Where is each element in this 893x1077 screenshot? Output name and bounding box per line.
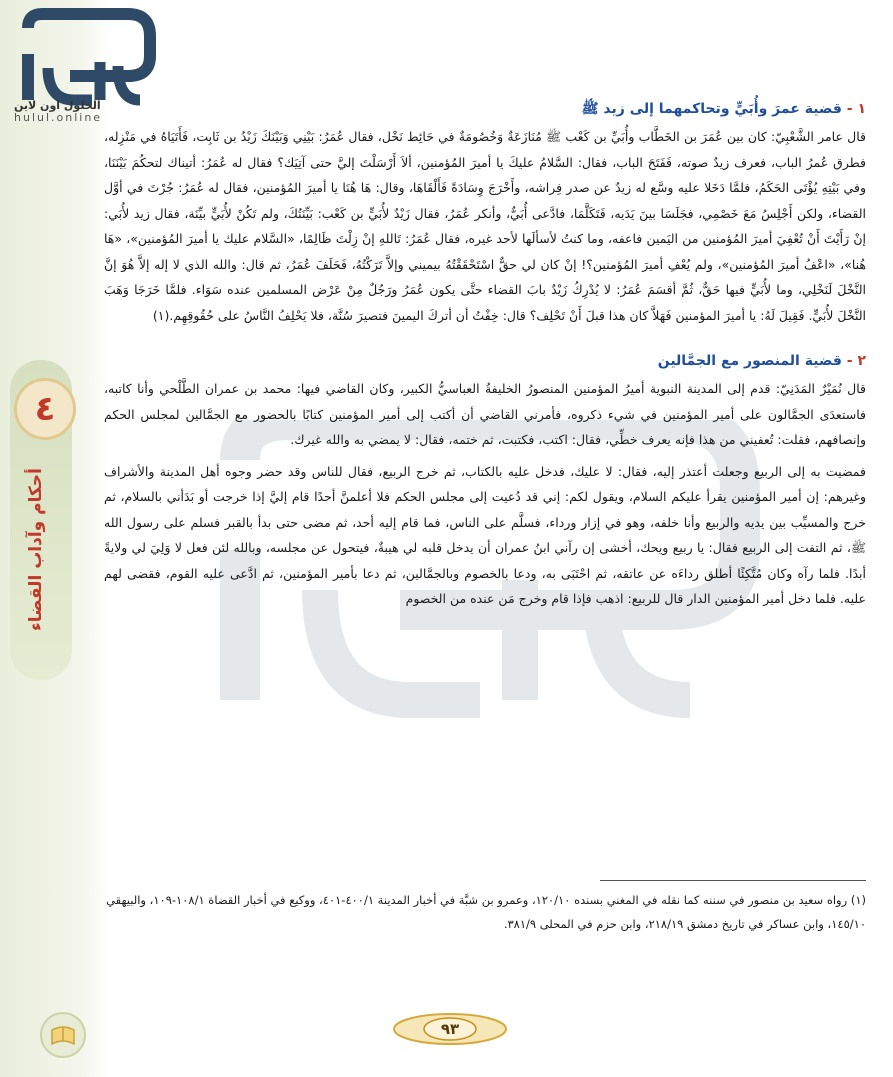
- footnotes: [104, 888, 866, 936]
- chapter-title: أحكام وآداب القضاء: [26, 468, 46, 632]
- logo-brand-ar: الحلول اون لاين: [14, 99, 101, 112]
- book-corner-icon: [38, 1010, 88, 1060]
- footnote-divider: [600, 880, 866, 881]
- section-number-1: ١ -: [846, 101, 866, 117]
- section-1-paragraph-1: قال عامر الشَّعْبِيّ: كان بين عُمَرَ بن الخَطَّاب وأُبَيِّ بن كَعْب ﷺ مُنَازَعَةٌ وَخُصُومَةٌ في حَائِط نَخْل، فقال عُمَرُ: بَيْنِي وَبَيْنَكَ زَيْدُ بن ثَابِت، فَأَتَيَاهُ في مَنْزِله، فطرق عُمرُ الباب، فعرف زيدٌ صوته، فَفَتَحَ الباب، فقال: السَّلامُ عليكَ يا أميرَ المُؤمنين، ألاَ أَرْسَلْتَ إليَّ حتى آتِيَك؟ فقال له عُمَرُ: أتيناك لتحكُمَ بَيْنَنَا، وفي بَيْتِهِ يُؤْتَى الحَكَمُ، فلمَّا دَخَلا عليه وسَّع له زيدٌ عن صدر فِراشه، وأَخْرَجَ وِسَادَةً فَأَلْقَاهَا، وقال: هَا هُنَا يا أميرَ المُؤمنين، فقال له عُمَرُ: جُرْتَ في أوَّل القضاء، ولكن أَجْلِسُ مَعَ خَصْمِي، فجَلَسَا بينَ يَدَيه، فَتَكَلَّمَا، فادَّعى أُبَيٌّ، وأنكر عُمَرُ، فقال زَيْدٌ لأُبَيٍّ بن كَعْب: بَيِّنَتُكَ، ولم تَكُنْ لأُبَيٍّ بيِّنَة، فقال زيد لأُبَي: إنْ رَأَيْتَ أَنْ تُعْفِيَ أميرَ المُؤمنين من اليَمين فاعفه، وما كنتُ لأسألَها لأحد غيره، فقال عُمَرُ: تَاللهِ إنْ زِلْتَ ظَالِمًا، «السَّلام عليك يا أميرَ المُؤمنين»، «هَا هُنا»، «اعْفُ أميرَ المُؤمنين»، ولم يُعْفِ أميرَ المُؤمنين؟! إنْ كان لي حقٌّ اسْتَحْقَقْتُهُ بيميني وإلاَّ تَرَكْتُهُ، فَحَلَفَ عُمَرُ، ثم قال: والله الذي لا إله إلاَّ هُوَ إنَّ النَّخْلَ لَنَخْلِي، وما لأُبَيٍّ فيها حَقٌّ، ثُمَّ أقسَمَ عُمَرُ: لا يُدْرِكُ زَيْدٌ بابَ القضاء حتَّى يكون عُمَرُ ورَجُلٌ مِنْ عَرْض المسلمين عنده سَوَاء. فلمَّا خَرَجَا وَهَبَ النَّخْلَ لأُبَيٍّ. فَقِيلَ لَهُ: يا أميرَ المؤمنين فَهَلاَّ كان هذا قبلَ أَنْ تَحْلِف؟ قال: خِفْتُ أن أتركَ اليمينَ فتصيرَ سُنَّة، فلا يَحْلِفُ النَّاسُ على حُقُوقِهِم.(١): [104, 129, 866, 323]
- section-title-1: قضية عمرَ وأُبَيٍّ وتحاكمهما إلى زيد ﷺ: [581, 101, 842, 117]
- section-2-paragraph-2: فمضيت به إلى الربيع وجعلت أعتذر إليه، فقال: لا عليك، فدخل عليه بالكتاب، ثم خرج الربيع، فقال للناس وقد حضر وجوه أهل المدينة والأشراف وغيرهم: إن أمير المؤمنين يقرأ عليكم السلام، ويقول لكم: إني قد دُعيت إلى مجلس الحكم فلا أعلمنَّ أحدًا قام إليَّ إذا خرجت أو بَدَأني بالسلام، ثم خرج والمسيِّب بين يديه والربيع وأنا خلفه، وهو في إزار ورداء، فسلَّم على الناس، فما قام إليه أحد، ثم مضى حتى بدأ بالقبر فسلم على رسول الله ﷺ، ثم التفت إلى الربيع فقال: يا ربيع ويحك، أخشى إن رآني ابنُ عمران أن يدخل قلبه لي هيبةٌ، فيتحول عن مجلسه، وبالله لئن فعل لا وَلِيَ لي ولايةً أبدًا. فلما رآه وكان مُتَّكِئًا أطلق رداءَه عن عاتقه، ثم احْتَبَى به، ودعا بالخصوم وبالجمَّالين، ثم دعا بأمير المؤمنين، ثم ادَّعى عليه القوم، فقضى لهم عليه. فلما دخل أمير المؤمنين الدار قال للربيع: اذهب فإذا قام وخرج مَن عنده من الخصوم: [104, 463, 866, 606]
- section-heading-2: [104, 350, 866, 372]
- main-content: [104, 98, 866, 612]
- page-number: ٩٣: [440, 1020, 460, 1038]
- section-2-paragraph-1: قال نُمَيْرٌ المَدَنِيّ: قدم إلى المدينة النبوية أميرُ المؤمنين المنصورُ الخليفةُ العباسيُّ الكبير، وكان القاضي فيها: محمد بن عمران الطَّلْحي وأنا كاتبه، فاستعدَى الجمَّالون على أمير المؤمنين في شيء ذكروه، فأمرني القاضي أن أكتب إلى أمير المؤمنين كتابًا بالحضور مع الجمَّالين لمجلس الحكم وإنصافهم، فقلت: تُعفيني من هذا فإنه يعرف خطِّي، فقال: اكتب، فكتبت، ثم ختمه، فقال: لا يمضي به والله غيرك.: [104, 381, 866, 447]
- section-title-2: قضية المنصور مع الجمَّالين: [657, 353, 842, 369]
- footnote-1: (١) رواه سعيد بن منصور في سننه كما نقله في المغني بسنده ١٢٠/١٠، وعمرو بن شبَّة في أخبار المدينة ٤٠٠/١-٤٠١، ووكيع في أخبار القضاة ١٠٨/١-١٠٩، والبيهقي ١٤٥/١٠، وابن عساكر في تاريخ دمشق ٢١٨/١٩، وابن حزم في المحلى ٣٨١/٩.: [106, 893, 866, 931]
- logo-brand-en: hulul.online: [14, 111, 103, 124]
- section-heading-1: [104, 98, 866, 120]
- section-number-2: ٢ -: [846, 353, 866, 369]
- chapter-number: ٤: [14, 378, 76, 440]
- page-number-badge: [390, 1012, 510, 1046]
